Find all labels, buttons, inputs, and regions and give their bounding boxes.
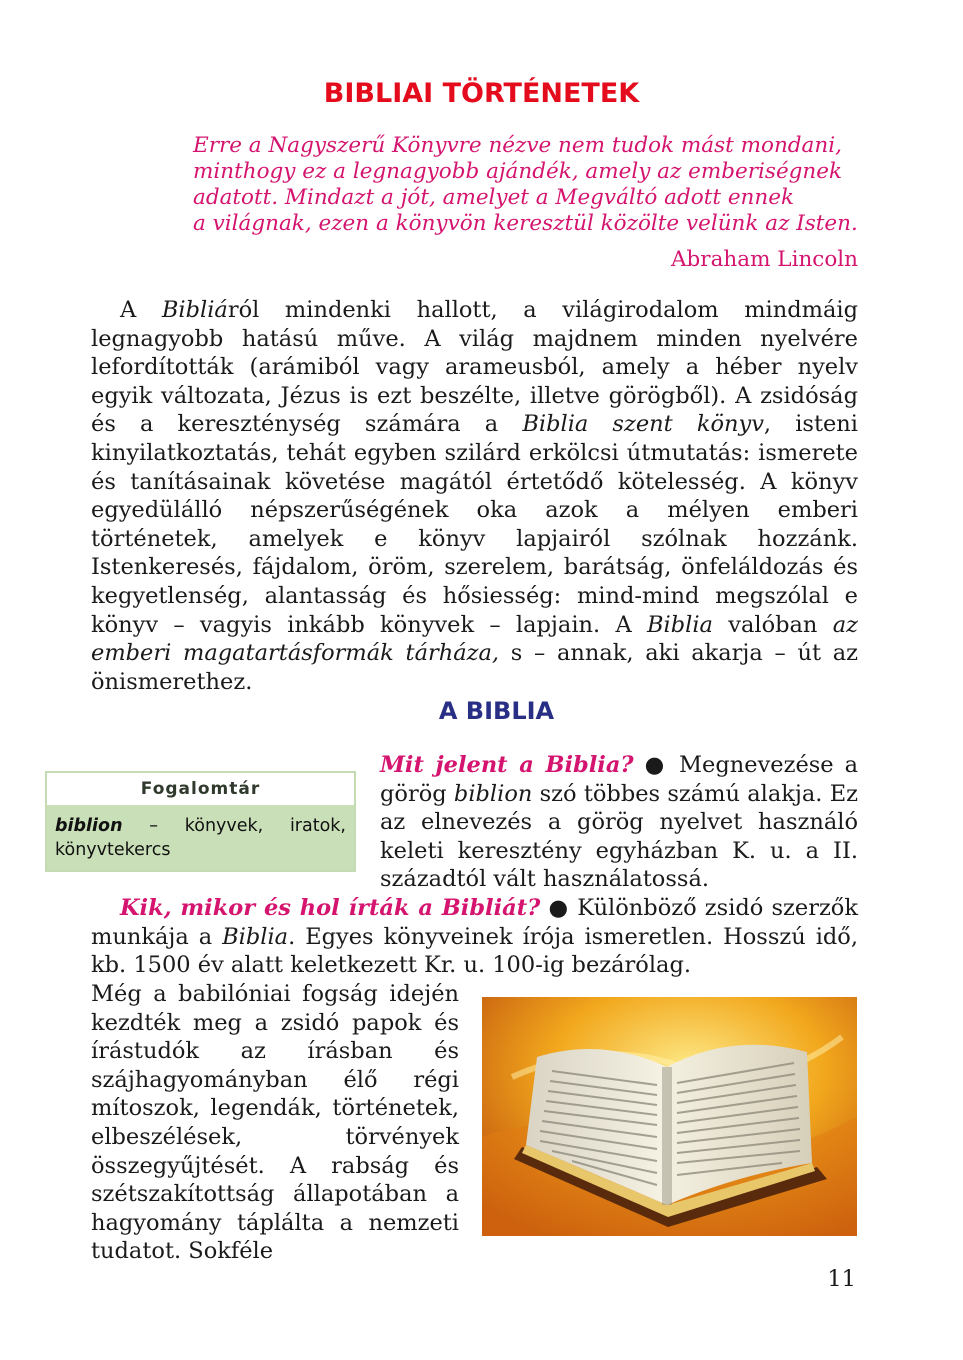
text-run: s – annak, aki akarja – út az önismerethez. bbox=[91, 640, 858, 695]
text-run: valóban bbox=[712, 611, 833, 638]
emphasis: Biblia bbox=[222, 923, 289, 950]
page-title: BIBLIAI TÖRTÉNETEK bbox=[323, 78, 640, 109]
glossary-entry bbox=[47, 805, 354, 870]
text-run: , isteni kinyilatkoztatás, tehát egyben szilárd erkölcsi útmutatás: ismerete és tanításainak követése magától értetődő kötelesség. A könyv egyedülálló népszerűségének oka azok a mélyen emberi történetek, amelyek e könyv lapjairól szólnak hozzánk. Istenkeresés, fájdalom, öröm, szerelem, barátság, önfeláldozás és kegyetlenség, alantasság és hősiesség: mind-mind megszólal e könyv – vagyis inkább könyvek – lapjain. A bbox=[91, 411, 858, 638]
glossary-definition: – könyvek, iratok, könyvtekercs bbox=[55, 816, 346, 860]
glossary-heading: Fogalomtár bbox=[47, 773, 354, 805]
text-run: szó többes számú alakja. Ez az elnevezés a görög nyelvet használó keleti keresztény egyházban K. u. a II. századtól vált használatossá. bbox=[380, 780, 858, 893]
continuation-paragraph: Még a babilóniai fogság idején kezdték meg a zsidó papok és írástudók az írásban és szájhagyományban élő régi mítoszok, legendák, történetek, elbeszélések, törvények összegyűjtését. A rabság és szétszakítottság állapotában a hagyomány táplálta a nemzeti tudatot. Sokféle bbox=[91, 981, 459, 1265]
epigraph-line: minthogy ez a legnagyobb ajándék, amely az emberiségnek bbox=[193, 159, 843, 184]
epigraph-line: a világnak, ezen a könyvön keresztül közölte velünk az Isten. bbox=[193, 211, 858, 236]
question-heading: Mit jelent a Biblia? bbox=[380, 752, 634, 778]
glossary-box bbox=[45, 771, 356, 872]
section-title: A BIBLIA bbox=[438, 697, 555, 725]
open-bible-image bbox=[482, 997, 857, 1236]
emphasis: biblion bbox=[453, 780, 533, 807]
intro-paragraph bbox=[91, 296, 858, 696]
emphasis: Biblia bbox=[647, 611, 713, 638]
text-run: A bbox=[120, 297, 162, 323]
emphasis: Biblia szent könyv bbox=[522, 411, 764, 438]
text-run: ról mindenki hallott, a világirodalom mindmáig legnagyobb hatású műve. A világ majdnem minden nyelvére lefordították (arámiból vagy arameusból, amely a héber nyelv egyik változata, Jézus is ezt beszélte, illetve görögből). A zsidóság és a kereszténység számára a bbox=[91, 297, 858, 438]
emphasis: Bibliá bbox=[161, 297, 228, 323]
question-paragraph-meaning bbox=[380, 751, 858, 894]
bullet: ● bbox=[633, 752, 679, 778]
question-paragraph-authors bbox=[91, 894, 858, 980]
text-run: Különböző zsidó szerzők munkája a bbox=[91, 895, 858, 950]
text-run: . Egyes könyveinek írója ismeretlen. Hosszú idő, kb. 1500 év alatt keletkezett Kr. u. 100-ig bezárólag. bbox=[91, 923, 858, 979]
emphasis: az emberi magatartásformák tárháza, bbox=[91, 611, 858, 667]
epigraph-author: Abraham Lincoln bbox=[671, 247, 858, 272]
glossary-term: biblion bbox=[55, 816, 123, 836]
bullet: ● bbox=[540, 895, 578, 921]
page-number: 11 bbox=[827, 1266, 856, 1292]
epigraph-line: adatott. Mindazt a jót, amelyet a Megváltó adott ennek bbox=[193, 185, 794, 210]
epigraph-quote bbox=[193, 133, 858, 237]
question-heading: Kik, mikor és hol írták a Bibliát? bbox=[120, 895, 541, 921]
text-run: Megnevezése a görög bbox=[380, 752, 859, 807]
epigraph-line: Erre a Nagyszerű Könyvre nézve nem tudok mást mondani, bbox=[193, 133, 842, 158]
